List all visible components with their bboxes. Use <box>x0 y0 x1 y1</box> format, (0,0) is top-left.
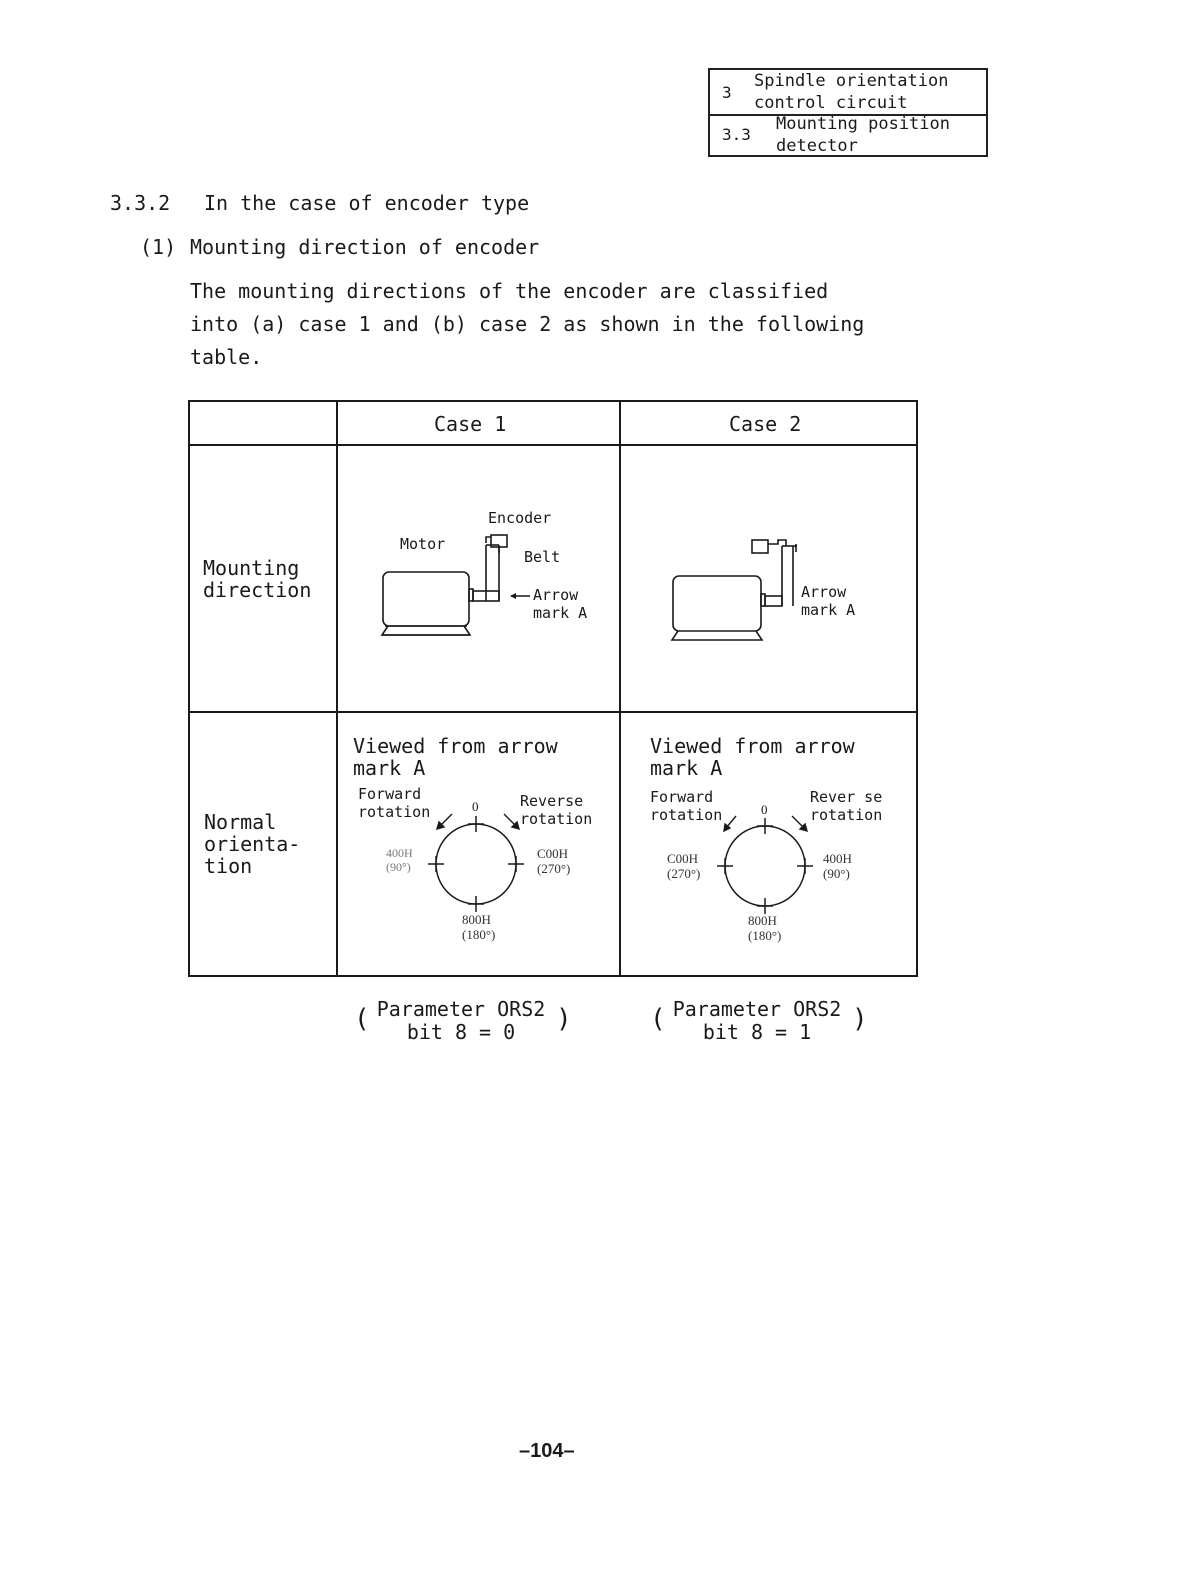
left-position-mark: C00H (270°) <box>667 851 701 881</box>
open-paren: ( <box>650 1004 666 1034</box>
right-position-mark: C00H (270°) <box>537 846 571 876</box>
body-line: table. <box>190 345 263 369</box>
right-position-mark: 400H (90°) <box>823 851 852 881</box>
open-paren: ( <box>354 1004 370 1034</box>
body-line: into (a) case 1 and (b) case 2 as shown in the following <box>190 312 865 336</box>
caption-line: bit 8 = 0 <box>406 1020 516 1044</box>
zero-mark: 0 <box>761 802 768 817</box>
reference-row-section <box>710 114 986 157</box>
caption-line: Parameter ORS2 <box>376 997 546 1021</box>
reference-row-chapter <box>710 70 986 116</box>
page-number: –104– <box>519 1440 575 1462</box>
arrow-mark-label: Arrow mark A <box>533 586 588 622</box>
close-paren: ) <box>852 1004 868 1034</box>
subsection-title: Mounting direction of encoder <box>190 235 540 259</box>
caption-line: bit 8 = 1 <box>702 1020 812 1044</box>
body-paragraph <box>190 275 864 374</box>
column-header-case1: Case 1 <box>434 412 507 436</box>
viewed-from-label: Viewed from arrow mark A <box>353 734 558 780</box>
forward-rotation-label: Forward rotation <box>650 788 723 824</box>
left-position-mark: 400H (90°) <box>386 846 413 874</box>
reference-number: 3 <box>722 83 732 102</box>
section-title: In the case of encoder type <box>204 191 530 215</box>
encoder-label: Encoder <box>488 509 552 527</box>
section-number: 3.3.2 <box>110 191 171 215</box>
row-label-mounting-direction: Mounting direction <box>203 556 312 602</box>
reference-title: Spindle orientation control circuit <box>754 71 949 113</box>
zero-mark: 0 <box>472 799 479 814</box>
belt-label: Belt <box>524 548 561 566</box>
case2-motor-encoder-drawing <box>662 530 812 645</box>
motor-label: Motor <box>400 535 446 553</box>
viewed-from-label: Viewed from arrow mark A <box>650 734 855 780</box>
section-reference-box <box>708 68 988 157</box>
arrow-left-icon <box>508 590 532 602</box>
reverse-rotation-label: Rever se rotation <box>810 788 883 824</box>
arrow-mark-label: Arrow mark A <box>801 583 856 619</box>
reverse-rotation-label: Reverse rotation <box>520 792 593 828</box>
reference-title: Mounting position detector <box>776 114 950 156</box>
body-line: The mounting directions of the encoder are classified <box>190 279 829 303</box>
forward-rotation-label: Forward rotation <box>358 785 431 821</box>
column-header-case2: Case 2 <box>729 412 802 436</box>
subsection-number: (1) <box>140 235 177 259</box>
bottom-position-mark: 800H (180°) <box>748 913 782 943</box>
caption-line: Parameter ORS2 <box>672 997 842 1021</box>
row-label-normal-orientation: Normal orienta- tion <box>204 810 301 878</box>
close-paren: ) <box>556 1004 572 1034</box>
bottom-position-mark: 800H (180°) <box>462 912 496 942</box>
reference-number: 3.3 <box>722 125 751 144</box>
